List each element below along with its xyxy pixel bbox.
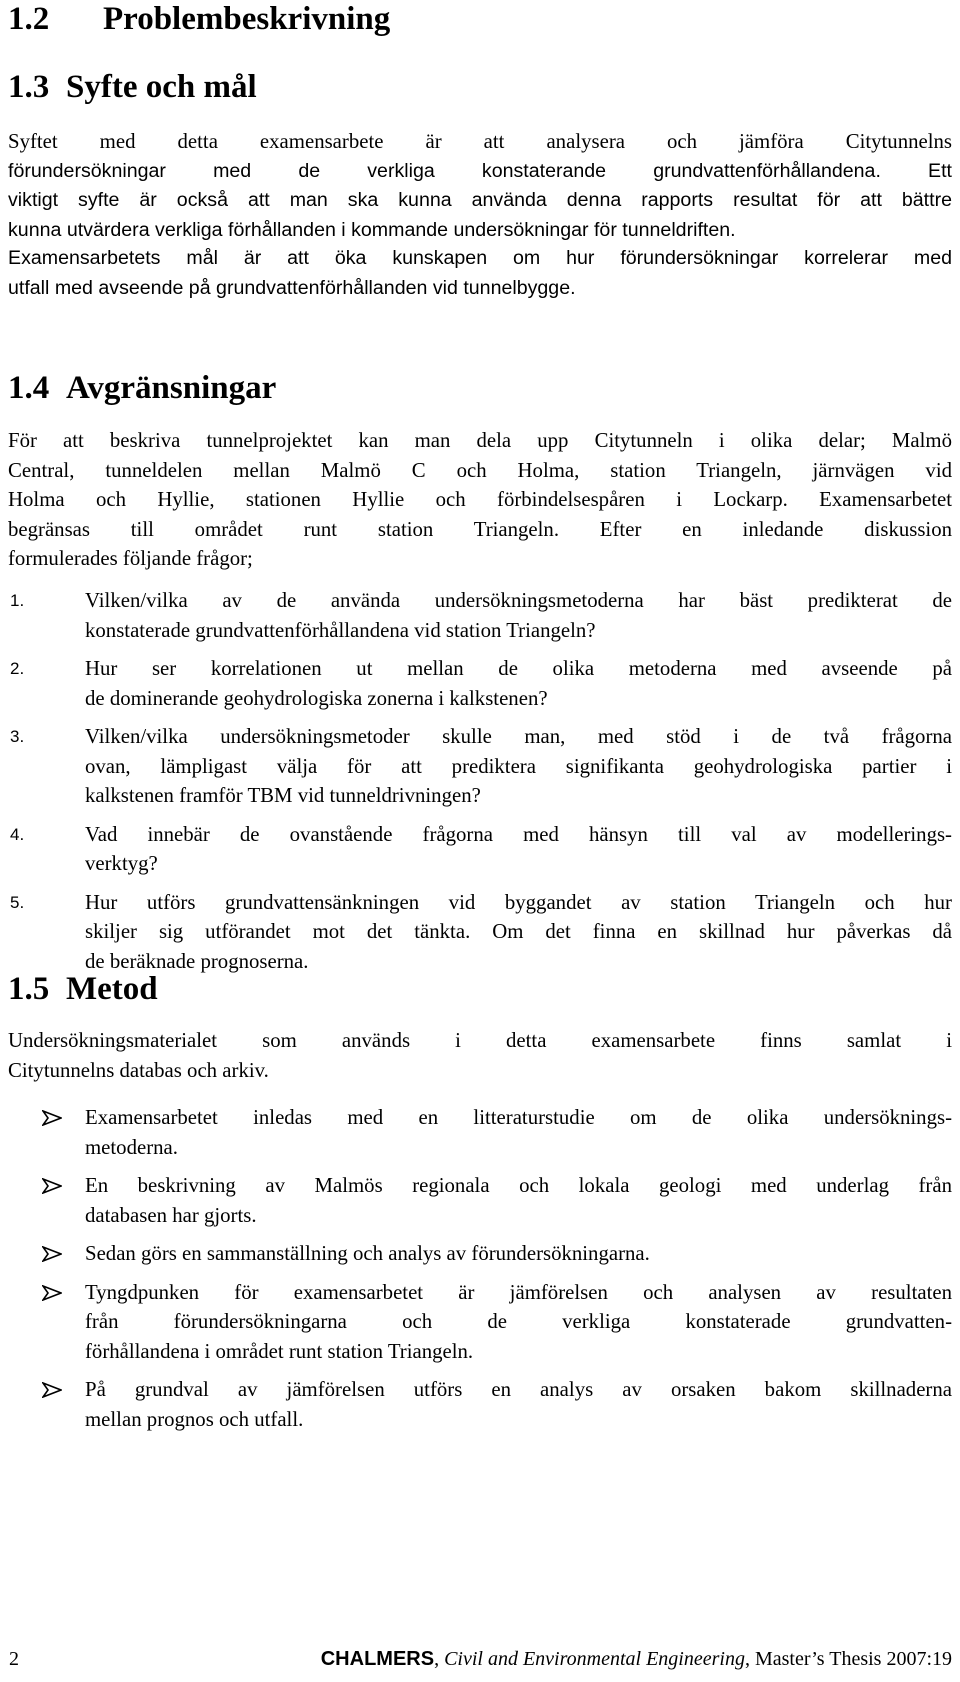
text-line: utfall med avseende på grundvattenförhållanden vid tunnelbygge.	[8, 276, 576, 299]
item-number: 2.	[10, 659, 25, 678]
text-line: Vilken/vilka undersökningsmetoder skulle man, med stöd i de två frågorna	[85, 725, 952, 748]
text-line: begränsas till området runt station Triangeln. Efter en inledande diskussion	[8, 517, 952, 541]
section-title: Syfte och mål	[66, 69, 257, 105]
section-number: 1.3	[8, 69, 50, 105]
item-number: 3.	[10, 727, 25, 746]
section-heading-1-2	[8, 0, 390, 38]
footer-department: Civil and Environmental Engineering	[444, 1648, 745, 1670]
arrowhead-bullet-icon	[42, 1246, 62, 1262]
text-line: Examensarbetet inledas med en litteraturstudie om de olika undersöknings-	[85, 1106, 952, 1129]
text-line: På grundval av jämförelsen utförs en analys av orsaken bakom skillnaderna	[85, 1378, 952, 1401]
list-item	[8, 888, 952, 977]
list-item	[8, 1375, 952, 1434]
list-item	[8, 1171, 952, 1230]
list-item	[8, 654, 952, 713]
text-line: från förundersökningarna och de verkliga konstaterade grundvatten-	[85, 1310, 952, 1333]
text-line: kunna utvärdera verkliga förhållanden i kommande undersökningar för tunneldriften.	[8, 218, 736, 241]
paragraph-avgransningar	[8, 426, 952, 574]
text-line: verktyg?	[85, 852, 158, 875]
text-line: förhållandena i området runt station Triangeln.	[85, 1339, 474, 1363]
section-heading-1-4	[8, 369, 276, 407]
text-line: Vilken/vilka av de använda undersökningsmetoderna har bäst predikterat de	[85, 589, 952, 612]
text-line: mellan prognos och utfall.	[85, 1407, 304, 1431]
text-line: Syftet med detta examensarbete är att analysera och jämföra Citytunnelns	[8, 130, 952, 153]
section-title: Metod	[66, 971, 158, 1007]
text-line: metoderna.	[85, 1135, 178, 1159]
arrowhead-bullet-icon	[42, 1382, 62, 1398]
text-line: Vad innebär de ovanstående frågorna med hänsyn till val av modellerings-	[85, 822, 952, 846]
section-number: 1.4	[8, 370, 50, 406]
text-line: formulerades följande frågor;	[8, 547, 253, 570]
text-line: Examensarbetets mål är att öka kunskapen om hur förundersökningar korrelerar med	[8, 247, 952, 269]
section-title: Avgränsningar	[66, 370, 277, 406]
text-line: de beräknade prognoserna.	[85, 949, 309, 973]
text-line: skiljer sig utförandet mot det tänkta. Om det finna en skillnad hur påverkas då	[85, 920, 952, 943]
text-line: Hur utförs grundvattensänkningen vid byggandet av station Triangeln och hur	[85, 890, 952, 914]
text-line: konstaterade grundvattenförhållandena vid station Triangeln?	[85, 618, 596, 642]
list-item	[8, 820, 952, 879]
method-bullet-list	[8, 1103, 952, 1443]
text-line: Citytunnelns databas och arkiv.	[8, 1058, 269, 1082]
list-item	[8, 722, 952, 811]
text-line: Undersökningsmaterialet som används i detta examensarbete finns samlat i	[8, 1029, 952, 1052]
footer-thesis: , Master’s Thesis 2007:19	[744, 1648, 952, 1670]
arrowhead-bullet-icon	[42, 1285, 62, 1301]
item-number: 1.	[10, 591, 25, 610]
text-line: För att beskriva tunnelprojektet kan man dela upp Citytunneln i olika delar; Malmö	[8, 429, 952, 452]
footer-citation	[321, 1648, 952, 1671]
text-line: Tyngdpunken för examensarbetet är jämförelsen och analysen av resultaten	[85, 1280, 952, 1304]
list-item	[8, 1239, 952, 1269]
arrowhead-bullet-icon	[42, 1110, 62, 1126]
page-footer	[0, 1648, 960, 1678]
footer-brand: CHALMERS	[320, 1648, 435, 1670]
arrowhead-bullet-icon	[42, 1178, 62, 1194]
text-line: Holma och Hyllie, stationen Hyllie och förbindelsespåren i Lockarp. Examensarbetet	[8, 488, 952, 511]
paragraph-metod	[8, 1026, 952, 1085]
list-item	[8, 1103, 952, 1162]
text-line: databasen har gjorts.	[85, 1203, 257, 1227]
text-line: Hur ser korrelationen ut mellan de olika metoderna med avseende på	[85, 657, 952, 680]
section-title: Problembeskrivning	[103, 1, 391, 37]
text-line: kalkstenen framför TBM vid tunneldrivningen?	[85, 784, 481, 807]
section-heading-1-3	[8, 68, 257, 106]
list-item	[8, 1278, 952, 1367]
question-list	[8, 586, 952, 985]
text-line: viktigt syfte är också att man ska kunna använda denna rapports resultat för att bättre	[8, 189, 952, 211]
section-number: 1.2	[8, 1, 50, 37]
text-line: de dominerande geohydrologiska zonerna i kalkstenen?	[85, 686, 548, 710]
text-line: En beskrivning av Malmös regionala och lokala geologi med underlag från	[85, 1174, 952, 1197]
text-line: Sedan görs en sammanställning och analys av förundersökningarna.	[85, 1242, 650, 1265]
text-line: förundersökningar med de verkliga konstaterande grundvattenförhållandena. Ett	[8, 159, 952, 182]
footer-separator: ,	[434, 1648, 440, 1670]
list-item	[8, 586, 952, 645]
item-number: 5.	[10, 892, 25, 912]
paragraph-syfte	[8, 127, 952, 245]
page-number: 2	[9, 1648, 19, 1670]
item-number: 4.	[10, 824, 25, 844]
paragraph-mal	[8, 244, 952, 303]
text-line: ovan, lämpligast välja för att prediktera signifikanta geohydrologiska partier i	[85, 754, 952, 778]
text-line: Central, tunneldelen mellan Malmö C och Holma, station Triangeln, järnvägen vid	[8, 458, 952, 482]
section-number: 1.5	[8, 971, 50, 1007]
section-heading-1-5	[8, 970, 158, 1008]
